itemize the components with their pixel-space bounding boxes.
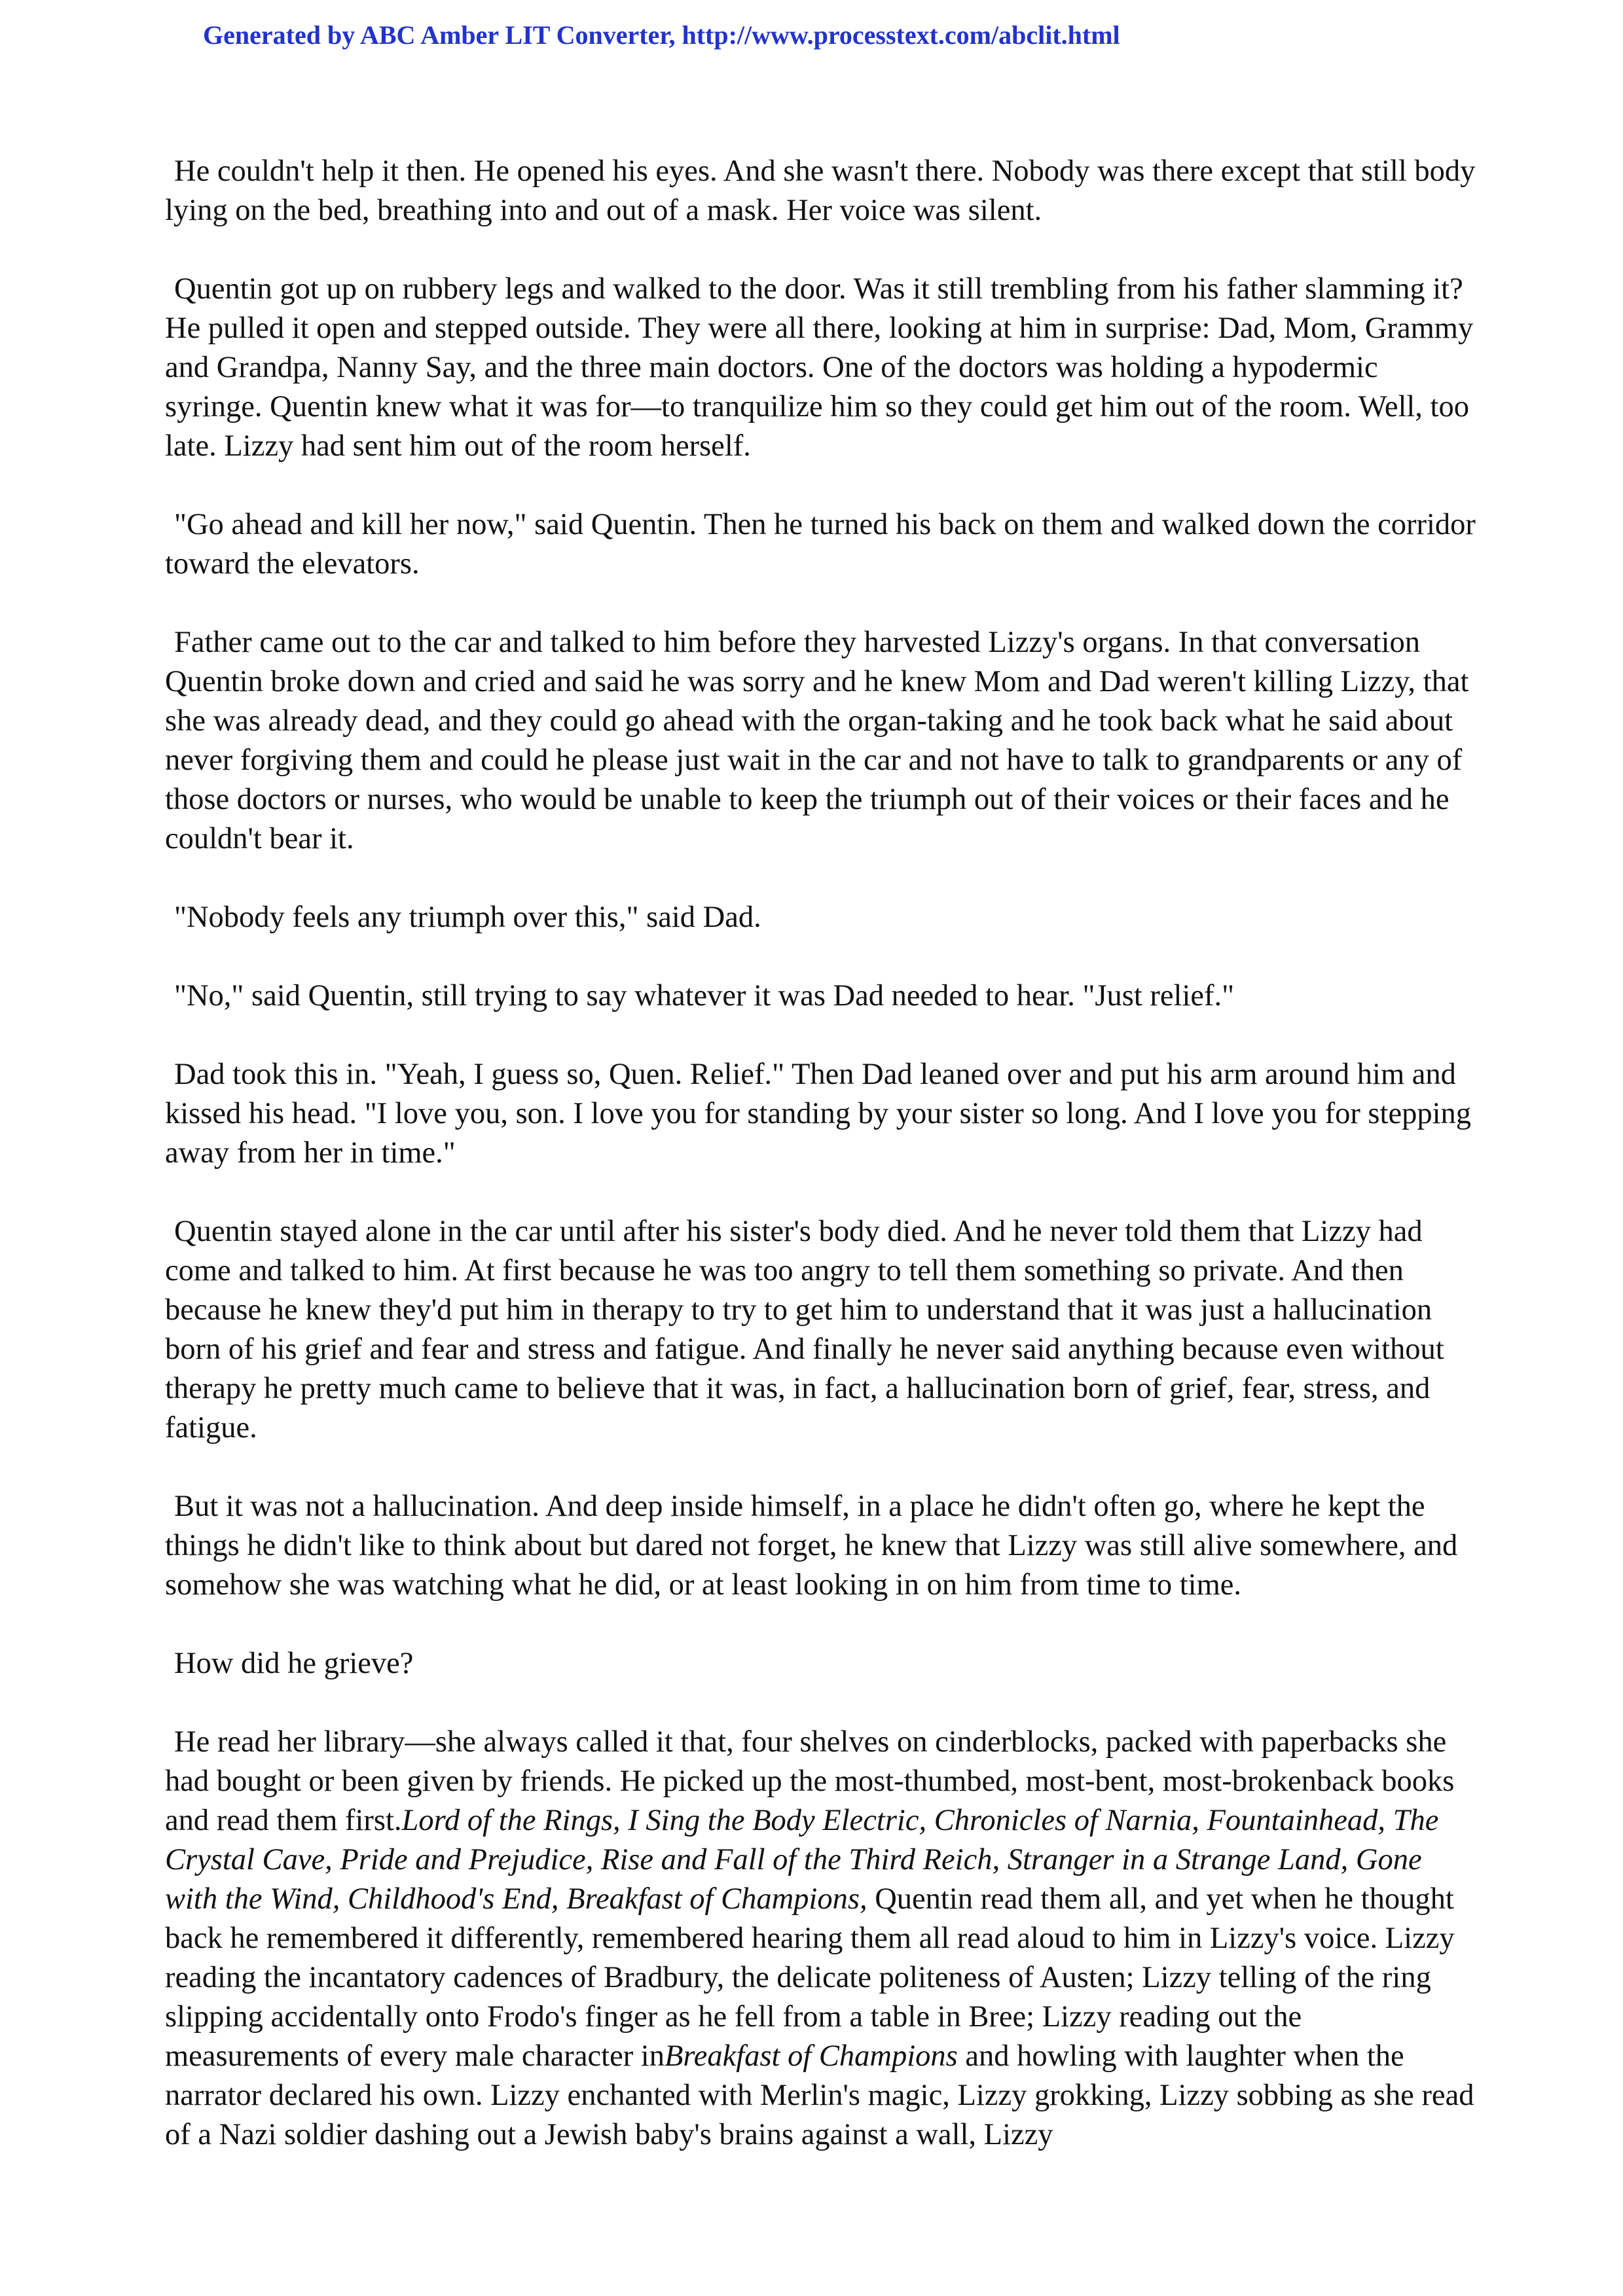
paragraph: He couldn't help it then. He opened his eyes. And she wasn't there. Nobody was there except that still body lying on the bed, breathing into and out of a mask. Her voice was silent. xyxy=(165,154,1476,227)
paragraph: Quentin stayed alone in the car until after his sister's body died. And he never told them that Lizzy had come and talked to him. At first because he was too angry to tell them something so private. And then because he knew they'd put him in therapy to try to get him to understand that it was just a hallucination born of his grief and fear and stress and fatigue. And finally he never said anything because even without therapy he pretty much came to believe that it was, in fact, a hallucination born of grief, fear, stress, and fatigue. xyxy=(165,1215,1444,1444)
book-titles: Lord of the Rings, I Sing the Body Electric, Chronicles of Narnia, Fountainhead, The Crystal Cave, Pride and Prejudice, Rise and Fall of the Third Reich, Stranger in a Strange Land, Gone with the Wind, Childhood's End, Breakfast of Champions, xyxy=(165,1804,1439,1916)
paragraph: "Go ahead and kill her now," said Quentin. Then he turned his back on them and walked down the corridor toward the elevators. xyxy=(165,508,1476,581)
paragraph: "No," said Quentin, still trying to say whatever it was Dad needed to hear. "Just relief." xyxy=(174,979,1235,1013)
paragraph: How did he grieve? xyxy=(174,1647,414,1680)
paragraph-text: Quentin read them all, and yet when he thought back he remembered it differently, remembered hearing them all read aloud to him in Lizzy's voice. Lizzy reading the incantatory cadences of Bradbury, the delicate politeness of Austen; Lizzy telling of the ring slipping accidentally onto Frodo's finger as he fell from a table in Bree; Lizzy reading out the measurements of every male character in xyxy=(165,1882,1455,2073)
paragraph-text: and howling with laughter when the narrator declared his own. Lizzy enchanted with Merlin's magic, Lizzy grokking, Lizzy sobbing as she read of a Nazi soldier dashing out a Jewish baby's brains against a wall, Lizzy xyxy=(165,2039,1474,2151)
paragraph: But it was not a hallucination. And deep inside himself, in a place he didn't often go, where he kept the things he didn't like to think about but dared not forget, he knew that Lizzy was still alive somewhere, and somehow she was watching what he did, or at least looking in on him from time to time. xyxy=(165,1490,1458,1602)
paragraph: Quentin got up on rubbery legs and walked to the door. Was it still trembling from his father slamming it? He pulled it open and stepped outside. They were all there, looking at him in surprise: Dad, Mom, Grammy and Grandpa, Nanny Say, and the three main doctors. One of the doctors was holding a hypodermic syringe. Quentin knew what it was for—to tranquilize him so they could get him out of the room. Well, too late. Lizzy had sent him out of the room herself. xyxy=(165,272,1474,463)
paragraph: Dad took this in. "Yeah, I guess so, Quen. Relief." Then Dad leaned over and put his arm around him and kissed his head. "I love you, son. I love you for standing by your sister so long. And I love you for stepping away from her in time." xyxy=(165,1058,1472,1170)
page-body xyxy=(165,152,1481,2155)
paragraph-text: He read her library—she always called it that, four shelves on cinderblocks, packed with paperbacks she had bought or been given by friends. He picked up the most-thumbed, most-bent, most-brokenback books and read them first. xyxy=(165,1725,1455,1837)
converter-header: Generated by ABC Amber LIT Converter, http://www.processtext.com/abclit.html xyxy=(203,20,1120,50)
paragraph: Father came out to the car and talked to him before they harvested Lizzy's organs. In that conversation Quentin broke down and cried and said he was sorry and he knew Mom and Dad weren't killing Lizzy, that she was already dead, and they could go ahead with the organ-taking and he took back what he said about never forgiving them and could he please just wait in the car and not have to talk to grandparents or any of those doctors or nurses, who would be unable to keep the triumph out of their voices or their faces and he couldn't bear it. xyxy=(165,626,1469,855)
paragraph-library xyxy=(165,1723,1481,2155)
book-title: Breakfast of Champions xyxy=(664,2039,958,2073)
paragraph: "Nobody feels any triumph over this," said Dad. xyxy=(174,901,761,934)
